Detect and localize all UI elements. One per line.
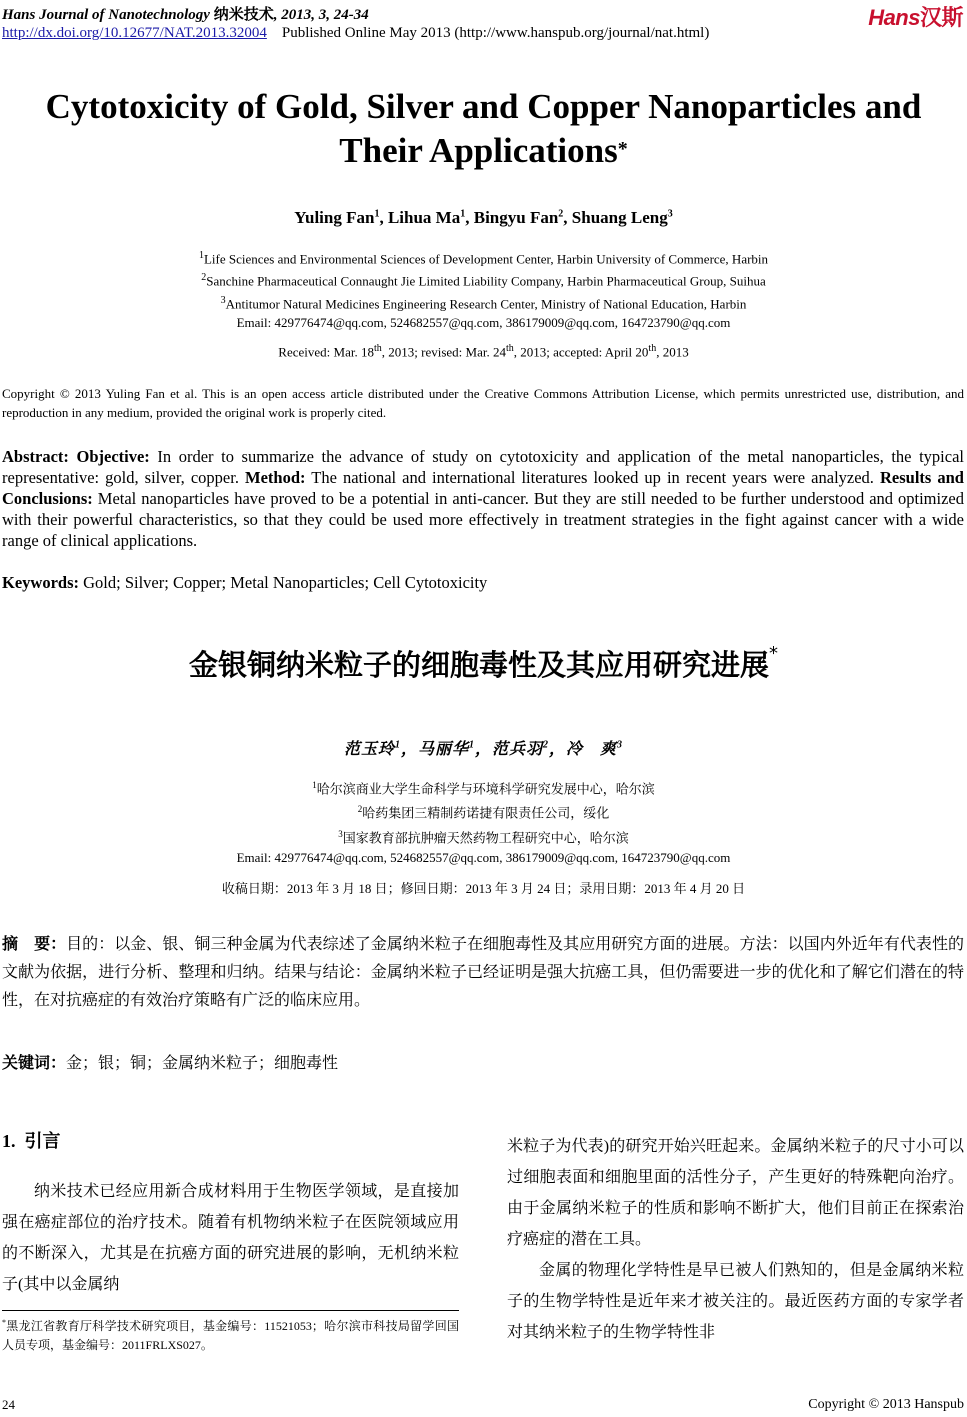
paragraph: 金属的物理化学特性是早已被人们熟知的，但是金属纳米粒子的生物学特性是近年来才被关注的。最近医药方面的专家学者对其纳米粒子的生物学特性非: [507, 1262, 964, 1341]
journal-name-cn: 纳米技术: [213, 7, 274, 23]
title-cn-text: 金银铜纳米粒子的细胞毒性及其应用研究进展: [188, 648, 769, 682]
doi-link[interactable]: http://dx.doi.org/10.12677/NAT.2013.32004: [2, 25, 267, 41]
received-dates-cn: 收稿日期：2013 年 3 月 18 日；修回日期：2013 年 3 月 24 日；录用日期：2013 年 4 月 20 日: [221, 881, 746, 896]
title-line-2-text: Their Applications: [339, 131, 618, 170]
section-number: 1.: [2, 1131, 16, 1151]
author-cn: 马丽华$^1$，: [417, 739, 492, 758]
author: Shuang Leng$^3$: [571, 208, 673, 227]
keywords-cn-label: 关键词：: [2, 1055, 67, 1072]
doi-line: [2, 25, 709, 42]
body-column-right: [507, 1131, 964, 1348]
author: Yuling Fan$^1$,: [294, 208, 388, 227]
affiliation-cn: $^3$国家教育部抗肿瘤天然药物工程研究中心，哈尔滨: [338, 828, 629, 845]
abstract-en: [2, 446, 964, 551]
affiliation: $^2$Sanchine Pharmaceutical Connaught Jie Limited Liability Company, Harbin Pharmaceutical Group, Suihua: [201, 272, 766, 289]
abstract-cn-text: 目的：以金、银、铜三种金属为代表综述了金属纳米粒子在细胞毒性及其应用研究方面的进展。方法：以国内外近年有代表性的文献为依据，进行分析、整理和归纳。结果与结论：金属纳米粒子已经证明是强大抗癌工具，但仍需要进一步的优化和了解它们潜在的特性，在对抗癌症的有效治疗策略有广泛的临床应用。: [2, 936, 964, 1009]
keywords-text: Gold; Silver; Copper; Metal Nanoparticles; Cell Cytotoxicity: [79, 573, 488, 592]
affiliations-cn: [0, 775, 967, 868]
footnote-mark: *: [2, 1318, 6, 1327]
method-text: The national and international literatures looked up in recent years were analyzed.: [305, 468, 880, 487]
author-list: [0, 208, 967, 228]
title-cn-mark: *: [769, 643, 778, 664]
logo-text-cn: 汉斯: [919, 5, 963, 30]
author: Lihua Ma$^1$,: [387, 208, 474, 227]
email-line: Email: 429776474@qq.com, 524682557@qq.com, 386179009@qq.com, 164723790@qq.com: [236, 314, 731, 330]
email-line-cn: Email: 429776474@qq.com, 524682557@qq.com, 386179009@qq.com, 164723790@qq.com: [236, 849, 731, 865]
published-online: Published Online May 2013 (http://www.hanspub.org/journal/nat.html): [281, 25, 710, 41]
footnote-divider: [2, 1310, 459, 1311]
footnote: [2, 1313, 459, 1355]
affiliation-cn: $^1$哈尔滨商业大学生命科学与环境科学研究发展中心，哈尔滨: [312, 780, 655, 797]
objective-text: In order to summarize the advance of study on cytotoxicity and application of the metal nanoparticles, the typical representative: gold, silver, copper.: [2, 447, 964, 487]
hans-logo: [868, 1, 963, 32]
abstract-cn-label: 摘 要：: [2, 936, 67, 953]
author-cn: 范玉玲$^1$，: [343, 739, 418, 758]
abstract-label: Abstract:: [2, 447, 69, 466]
keywords-label: Keywords:: [2, 573, 79, 592]
paper-title-cn: [0, 643, 967, 684]
footer-copyright: Copyright © 2013 Hanspub: [808, 1397, 964, 1412]
journal-volume: , 2013, 3, 24-34: [273, 7, 369, 23]
footnote-text: 黑龙江省教育厅科学技术研究项目，基金编号：11521053；哈尔滨市科技局留学回国人员专项，基金编号：2011FRLXS027。: [2, 1319, 459, 1352]
title-line-1: Cytotoxicity of Gold, Silver and Copper Nanoparticles and: [45, 87, 922, 126]
paragraph: 纳米技术已经应用新合成材料用于生物医学领域，是直接加强在癌症部位的治疗技术。随着有机物纳米粒子在医院领域应用的不断深入，尤其是在抗癌方面的研究进展的影响，无机纳米粒子(其中以金属纳: [2, 1183, 459, 1293]
journal-header: [2, 3, 369, 24]
keywords-en: [2, 573, 487, 593]
section-heading: [2, 1127, 61, 1153]
author-cn: 冷 爽$^3$: [566, 739, 624, 758]
journal-name: Hans Journal of Nanotechnology: [2, 7, 210, 23]
affiliations: [0, 246, 967, 332]
keywords-cn: [2, 1050, 338, 1073]
abstract-cn: [2, 931, 964, 1015]
author: Bingyu Fan$^2$,: [473, 208, 572, 227]
title-line-2: [0, 129, 967, 173]
affiliation-cn: $^2$哈药集团三精制药诺捷有限责任公司，绥化: [357, 804, 610, 821]
method-label: Method:: [245, 468, 306, 487]
affiliation: $^3$Antitumor Natural Medicines Engineering Research Center, Ministry of National Education, Harbin: [220, 294, 747, 311]
copyright-notice: Copyright © 2013 Yuling Fan et al. This is an open access article distributed under the Creative Commons Attribution License, which permits unrestricted use, distribution, and reproduction in any medium, provided the original work is properly cited.: [2, 386, 964, 420]
paragraph: 米粒子为代表)的研究开始兴旺起来。金属纳米粒子的尺寸小可以过细胞表面和细胞里面的活性分子，产生更好的特殊靶向治疗。由于金属纳米粒子的性质和影响不断扩大，他们目前正在探索治疗癌症的潜在工具。: [507, 1138, 964, 1248]
logo-text-en: Hans: [868, 5, 920, 30]
body-column-left: [2, 1176, 459, 1300]
title-footnote-mark: *: [617, 138, 628, 160]
paper-title: [0, 85, 967, 173]
keywords-cn-text: 金；银；铜；金属纳米粒子；细胞毒性: [66, 1055, 339, 1072]
affiliation: $^1$Life Sciences and Environmental Sciences of Development Center, Harbin University of Commerce, Harbin: [198, 250, 769, 267]
received-dates: Received: Mar. 18th, 2013; revised: Mar. 24th, 2013; accepted: April 20th, 2013: [278, 343, 689, 360]
author-list-cn: [0, 736, 967, 759]
section-title: 引言: [24, 1131, 61, 1151]
results-text: Metal nanoparticles have proved to be a potential in anti-cancer. But they are still needed to be further understood and optimized with their powerful characteristics, so that they could be used more effectively in treatment strategies in the fight against cancer with a wide range of clinical applications.: [2, 489, 964, 550]
results-label: Results and Conclusions:: [2, 468, 964, 508]
objective-label: Objective:: [76, 447, 150, 466]
page-number: 24: [2, 1397, 15, 1412]
author-cn: 范兵羽$^2$，: [492, 739, 567, 758]
